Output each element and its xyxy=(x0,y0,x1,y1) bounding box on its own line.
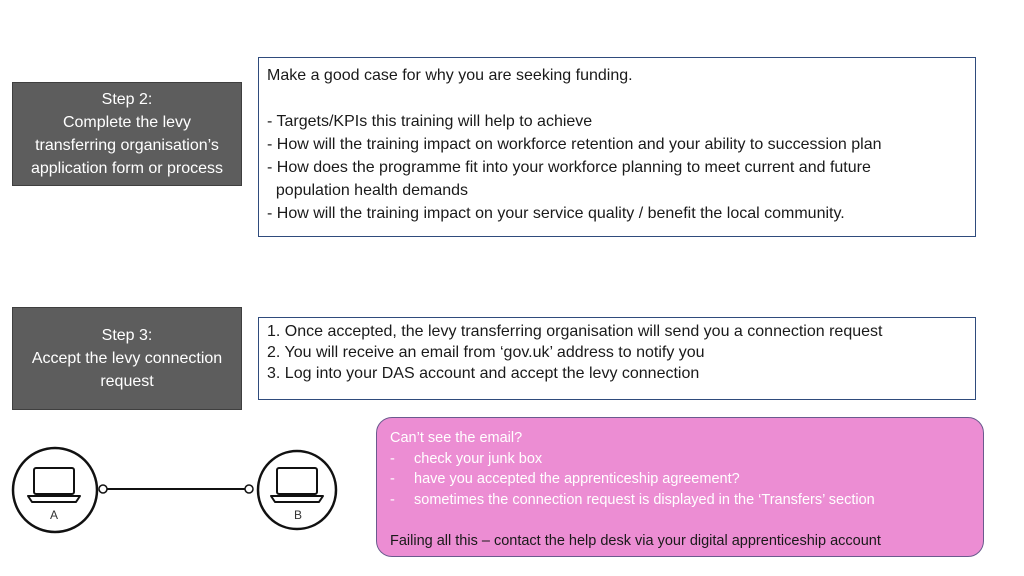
help-callout xyxy=(376,417,984,557)
help-heading: Can’t see the email? xyxy=(390,430,523,446)
funding-point: - Targets/KPIs this training will help to achieve xyxy=(267,113,593,130)
bullet-dash: - xyxy=(390,471,395,487)
connection-steps-box xyxy=(258,317,976,400)
funding-point: - How will the training impact on workforce retention and your ability to succession plan xyxy=(267,136,882,153)
help-bullet xyxy=(390,469,970,490)
funding-point: population health demands xyxy=(267,182,469,199)
node-a-label: A xyxy=(49,508,59,522)
connector-dot-a xyxy=(99,485,107,493)
step-2-line: transferring organisation’s xyxy=(35,137,219,154)
laptop-icon xyxy=(28,468,80,502)
funding-point: - How does the programme fit into your workforce planning to meet current and future xyxy=(267,159,871,176)
step-2-line: Complete the levy xyxy=(62,114,192,131)
bullet-dash: - xyxy=(390,450,395,467)
connector-dot-b xyxy=(245,485,253,493)
step-3-line: request xyxy=(100,373,154,390)
funding-point: - How will the training impact on your service quality / benefit the local community. xyxy=(267,205,845,222)
bullet-dash: - xyxy=(390,491,395,508)
help-footer: Failing all this – contact the help desk via your digital apprenticeship account xyxy=(390,532,881,549)
connection-step: 3. Log into your DAS account and accept the levy connection xyxy=(267,365,700,382)
step-3-title: Step 3: xyxy=(101,327,153,344)
connection-step: 2. You will receive an email from ‘gov.uk’ address to notify you xyxy=(267,344,705,361)
help-bullet-text: sometimes the connection request is displayed in the ‘Transfers’ section xyxy=(414,491,875,508)
node-b-label: B xyxy=(293,508,303,522)
help-bullet xyxy=(390,449,970,470)
node-a xyxy=(13,448,97,532)
laptop-icon xyxy=(271,468,323,502)
funding-case-box xyxy=(258,57,976,237)
step-3-line: Accept the levy connection xyxy=(31,350,223,367)
connection-step: 1. Once accepted, the levy transferring organisation will send you a connection request xyxy=(267,323,883,340)
help-bullet-text: have you accepted the apprenticeship agreement? xyxy=(414,471,740,487)
step-3-label xyxy=(12,307,242,410)
funding-intro: Make a good case for why you are seeking funding. xyxy=(267,67,633,84)
step-2-title: Step 2: xyxy=(101,91,153,108)
connection-diagram xyxy=(0,440,360,576)
step-2-label xyxy=(12,82,242,186)
help-bullet xyxy=(390,490,970,511)
help-bullet-text: check your junk box xyxy=(414,450,543,467)
step-2-line: application form or process xyxy=(30,160,224,177)
node-b xyxy=(258,451,336,529)
